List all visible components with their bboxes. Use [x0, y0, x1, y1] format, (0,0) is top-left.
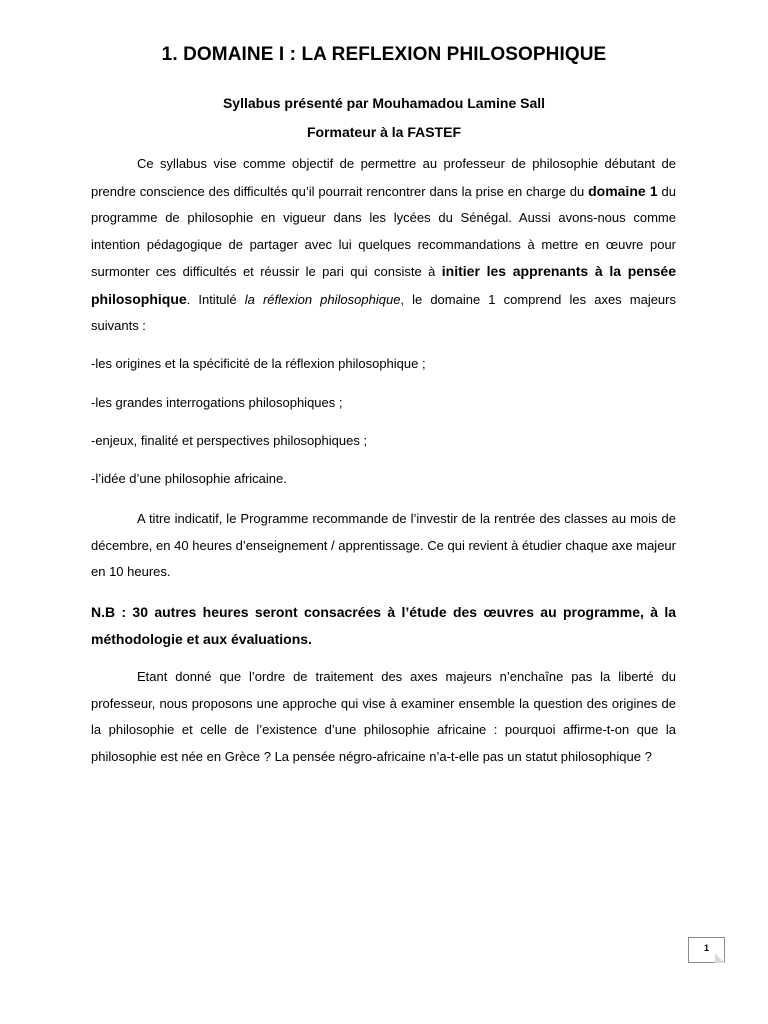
- intro-italic-title: la réflexion philosophique: [244, 291, 401, 307]
- nb-paragraph: N.B : 30 autres heures seront consacrées à l’étude des œuvres au programme, à la méthodologie et aux évaluations.: [91, 604, 676, 647]
- intro-bold-domain: domaine 1: [588, 182, 658, 199]
- axis-item: -l’idée d’une philosophie africaine.: [91, 471, 287, 486]
- axis-item: -les grandes interrogations philosophiques ;: [91, 395, 343, 410]
- role-line: Formateur à la FASTEF: [306, 124, 462, 140]
- author-line: Syllabus présenté par Mouhamadou Lamine Sall: [222, 95, 546, 111]
- page-number: 1: [703, 943, 709, 953]
- intro-text-3: . Intitulé: [186, 291, 245, 307]
- axis-item: -les origines et la spécificité de la réflexion philosophique ;: [91, 356, 426, 371]
- axis-item: -enjeux, finalité et perspectives philosophiques ;: [91, 433, 368, 448]
- intro-text-1: Ce syllabus vise comme objectif de permettre au professeur de philosophie débutant de prendre conscience des difficultés qu’il pourrait rencontrer dans la prise en charge du: [91, 156, 676, 199]
- approach-paragraph: Etant donné que l’ordre de traitement des axes majeurs n’enchaîne pas la liberté du professeur, nous proposons une approche qui vise à examiner ensemble la question des origines de la philosophie et celle de l’existence d’une philosophie africaine : pourquoi affirme-t-on que la philosophie est née en Grèce ? La pensée négro-africaine n’a-t-elle pas un statut philosophique ?: [91, 669, 676, 764]
- intro-text-2: du programme de philosophie en vigueur dans les lycées du Sénégal. Aussi avons-nous comme intention pédagogique de partager avec lui quelques recommandations à mettre en œuvre pour surmonter ces difficultés et réussir le pari qui consiste à: [91, 183, 676, 279]
- indicative-paragraph: A titre indicatif, le Programme recommande de l’investir de la rentrée des classes au mois de décembre, en 40 heures d’enseignement / apprentissage. Ce qui revient à étudier chaque axe majeur en 10 heures.: [91, 511, 676, 579]
- page-number-box: [688, 937, 725, 963]
- document-title: 1. DOMAINE I : LA REFLEXION PHILOSOPHIQUE: [161, 44, 607, 65]
- intro-text-4: , le domaine 1 comprend les axes majeurs suivants :: [91, 291, 676, 333]
- intro-bold-initier: initier les apprenants à la pensée philosophique: [91, 263, 677, 307]
- page-fold-icon: [715, 953, 725, 963]
- intro-paragraph: [91, 151, 676, 340]
